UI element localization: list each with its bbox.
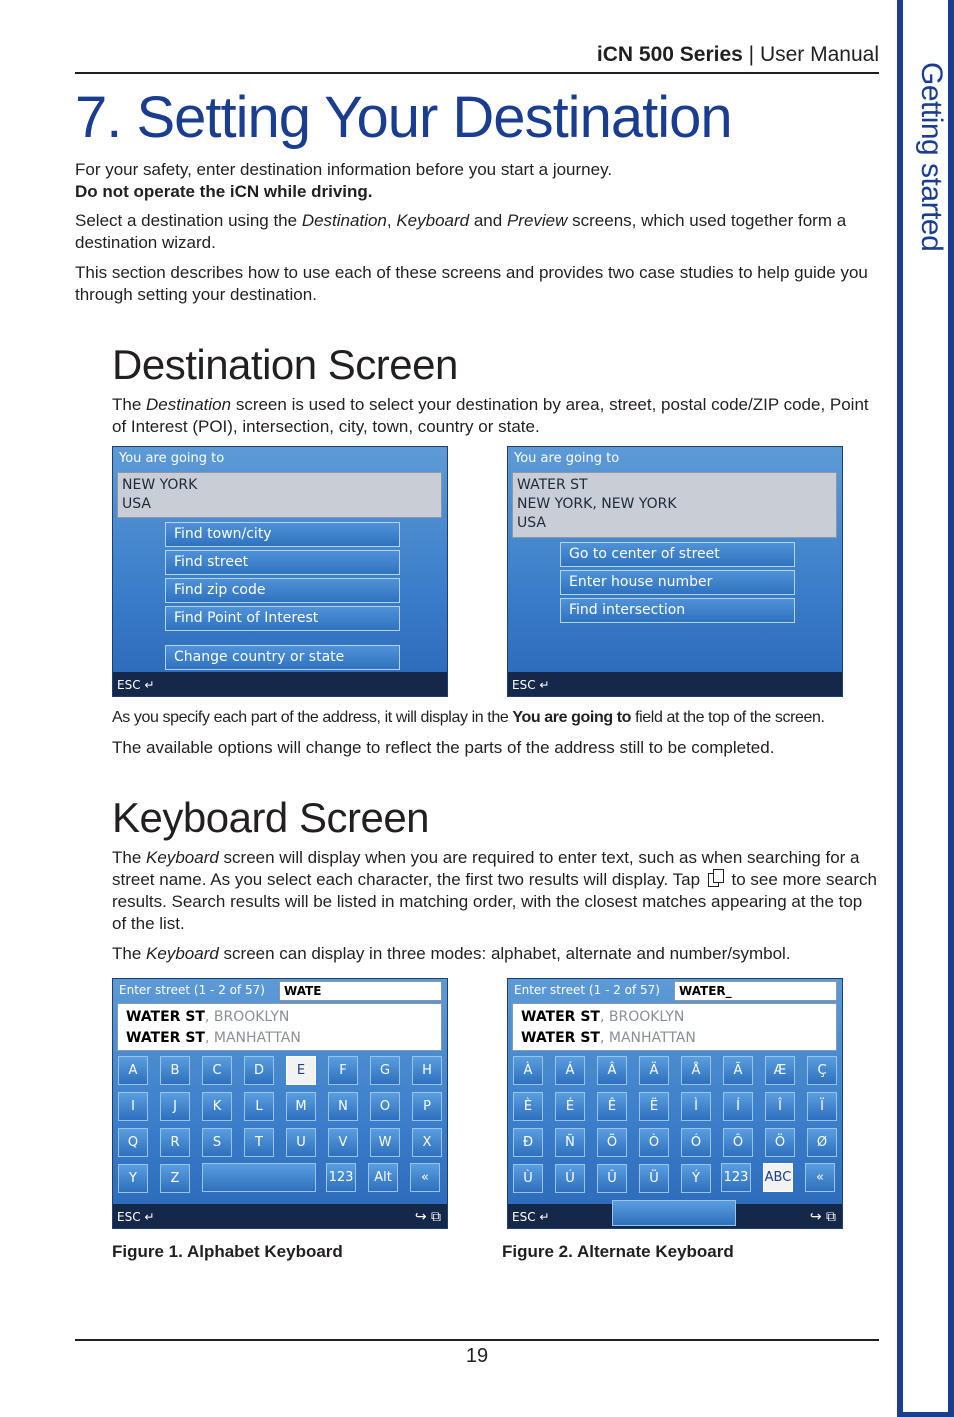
key[interactable]: W <box>370 1128 400 1157</box>
footer-rule <box>75 1339 879 1341</box>
esc-button[interactable]: ESC ↵ <box>512 1210 550 1224</box>
key[interactable]: Ç <box>807 1056 837 1085</box>
more-results-button[interactable]: ↪ ⧉ <box>809 1209 836 1225</box>
key[interactable]: Æ <box>765 1056 795 1085</box>
key[interactable]: É <box>555 1092 585 1121</box>
key[interactable]: Ê <box>597 1092 627 1121</box>
key[interactable]: D <box>244 1056 274 1085</box>
header-series: iCN 500 Series <box>596 43 743 66</box>
key[interactable]: N <box>328 1092 358 1121</box>
key[interactable]: Ý <box>681 1164 711 1193</box>
you-are-going-to-label: You are going to <box>514 451 620 466</box>
key[interactable]: U <box>286 1128 316 1157</box>
space-key[interactable] <box>612 1200 736 1226</box>
key[interactable]: Á <box>555 1056 585 1085</box>
header-manual: | User Manual <box>742 43 879 66</box>
key[interactable]: F <box>328 1056 358 1085</box>
esc-button[interactable]: ESC ↵ <box>117 1210 155 1224</box>
key[interactable]: Û <box>597 1164 627 1193</box>
result-row[interactable]: WATER ST, MANHATTAN <box>126 1030 301 1046</box>
screen-bottom-bar <box>508 1204 843 1228</box>
find-intersection-button[interactable]: Find intersection <box>560 598 795 623</box>
result-row[interactable]: WATER ST, MANHATTAN <box>521 1030 696 1046</box>
intro-paragraph-1: For your safety, enter destination information before you start a journey. Do not operate the iCN while driving. <box>75 159 879 203</box>
alt-mode-key[interactable]: Alt <box>368 1163 398 1192</box>
destination-note-1: As you specify each part of the address, it will display in the You are going to field at the top of the screen. <box>112 709 825 726</box>
backspace-key[interactable]: « <box>410 1163 440 1192</box>
key[interactable]: Ú <box>555 1164 585 1193</box>
search-results <box>512 1003 837 1051</box>
key[interactable]: À <box>513 1056 543 1085</box>
side-tab <box>897 0 954 1417</box>
header-rule <box>75 72 879 74</box>
destination-description: The Destination screen is used to select your destination by area, street, postal code/ZIP code, Point of Interest (POI), intersection, city, town, country or state. <box>112 395 869 436</box>
side-tab-label: Getting started <box>915 62 948 252</box>
find-poi-button[interactable]: Find Point of Interest <box>165 606 400 631</box>
key[interactable]: C <box>202 1056 232 1085</box>
key[interactable]: Õ <box>597 1128 627 1157</box>
key[interactable]: S <box>202 1128 232 1157</box>
keyboard-heading: Keyboard Screen <box>112 794 430 841</box>
figure-1-caption: Figure 1. Alphabet Keyboard <box>112 1242 343 1261</box>
key[interactable]: R <box>160 1128 190 1157</box>
go-to-center-button[interactable]: Go to center of street <box>560 542 795 567</box>
key[interactable]: I <box>118 1092 148 1121</box>
key[interactable]: È <box>513 1092 543 1121</box>
figure-2-caption: Figure 2. Alternate Keyboard <box>502 1242 734 1261</box>
key[interactable]: Ï <box>807 1092 837 1121</box>
key[interactable]: E <box>286 1056 316 1085</box>
alternate-keyboard-screen <box>507 978 843 1229</box>
number-mode-key[interactable]: 123 <box>326 1163 356 1192</box>
you-are-going-to-field: WATER ST NEW YORK, NEW YORK USA <box>512 472 837 538</box>
key[interactable]: P <box>412 1092 442 1121</box>
enter-street-label: Enter street (1 - 2 of 57) <box>119 983 265 997</box>
side-tab-panel <box>903 0 948 1412</box>
key[interactable]: H <box>412 1056 442 1085</box>
enter-street-label: Enter street (1 - 2 of 57) <box>514 983 660 997</box>
key[interactable]: Z <box>160 1164 190 1193</box>
page-title: 7. Setting Your Destination <box>75 85 732 150</box>
you-are-going-to-field: NEW YORK USA <box>117 472 442 518</box>
number-mode-key[interactable]: 123 <box>721 1163 751 1192</box>
space-key[interactable] <box>202 1163 316 1192</box>
destination-screen-2 <box>507 446 843 697</box>
intro-paragraph-2: Select a destination using the Destination, Keyboard and Preview screens, which used together form a destination wizard. <box>75 211 847 252</box>
enter-house-number-button[interactable]: Enter house number <box>560 570 795 595</box>
running-header <box>75 43 879 67</box>
alphabet-keyboard-screen <box>112 978 448 1229</box>
key[interactable]: Ø <box>807 1128 837 1157</box>
more-results-button[interactable]: ↪ ⧉ <box>414 1209 441 1225</box>
key[interactable]: Ü <box>639 1164 669 1193</box>
key[interactable]: Â <box>597 1056 627 1085</box>
find-street-button[interactable]: Find street <box>165 550 400 575</box>
key[interactable]: Ð <box>513 1128 543 1157</box>
change-country-button[interactable]: Change country or state <box>165 645 400 670</box>
key[interactable]: X <box>412 1128 442 1157</box>
you-are-going-to-label: You are going to <box>119 451 225 466</box>
page-number: 19 <box>465 1345 489 1367</box>
esc-button[interactable]: ESC ↵ <box>117 678 155 692</box>
key[interactable]: A <box>118 1056 148 1085</box>
key[interactable]: Ò <box>639 1128 669 1157</box>
key[interactable]: O <box>370 1092 400 1121</box>
street-input[interactable]: WATE <box>279 981 442 1001</box>
key[interactable]: Ó <box>681 1128 711 1157</box>
key[interactable]: Ì <box>681 1092 711 1121</box>
screen-bottom-bar <box>113 1204 448 1228</box>
key[interactable]: B <box>160 1056 190 1085</box>
key[interactable]: Í <box>723 1092 753 1121</box>
key[interactable]: Ë <box>639 1092 669 1121</box>
key[interactable]: Ö <box>765 1128 795 1157</box>
key[interactable]: M <box>286 1092 316 1121</box>
keyboard-description: The Keyboard screen will display when you are required to enter text, such as when searching for a street name. As you select each character, the first two results will display. Tap to see more search results. Search results will be listed in matching order, with the closest matches appearing at the top of the list. <box>112 848 878 933</box>
key[interactable]: Ä <box>639 1056 669 1085</box>
key[interactable]: K <box>202 1092 232 1121</box>
find-town-button[interactable]: Find town/city <box>165 522 400 547</box>
more-results-icon <box>705 869 727 889</box>
destination-screen-1 <box>112 446 448 697</box>
result-row[interactable]: WATER ST, BROOKLYN <box>521 1009 685 1025</box>
screen-bottom-bar <box>508 672 843 696</box>
key[interactable]: Ã <box>723 1056 753 1085</box>
key[interactable]: Q <box>118 1128 148 1157</box>
street-input[interactable]: WATER_ <box>674 981 837 1001</box>
key[interactable]: Ù <box>513 1164 543 1193</box>
intro-paragraph-3: This section describes how to use each of these screens and provides two case studies to help guide you through setting your destination. <box>75 263 868 304</box>
destination-note-2: The available options will change to reflect the parts of the address still to be completed. <box>112 738 775 757</box>
key[interactable]: V <box>328 1128 358 1157</box>
key[interactable]: L <box>244 1092 274 1121</box>
search-results <box>117 1003 442 1051</box>
key[interactable]: Ô <box>723 1128 753 1157</box>
key[interactable]: Ñ <box>555 1128 585 1157</box>
safety-warning: Do not operate the iCN while driving. <box>75 182 373 201</box>
key[interactable]: G <box>370 1056 400 1085</box>
abc-mode-key[interactable]: ABC <box>763 1163 793 1192</box>
keyboard-modes: The Keyboard screen can display in three modes: alphabet, alternate and number/symbol. <box>112 944 791 963</box>
key[interactable]: Y <box>118 1164 148 1193</box>
key[interactable]: J <box>160 1092 190 1121</box>
screen-bottom-bar <box>113 672 448 696</box>
esc-button[interactable]: ESC ↵ <box>512 678 550 692</box>
backspace-key[interactable]: « <box>805 1163 835 1192</box>
find-zip-button[interactable]: Find zip code <box>165 578 400 603</box>
key[interactable]: T <box>244 1128 274 1157</box>
key[interactable]: Å <box>681 1056 711 1085</box>
result-row[interactable]: WATER ST, BROOKLYN <box>126 1009 290 1025</box>
key[interactable]: Î <box>765 1092 795 1121</box>
destination-heading: Destination Screen <box>112 341 458 388</box>
